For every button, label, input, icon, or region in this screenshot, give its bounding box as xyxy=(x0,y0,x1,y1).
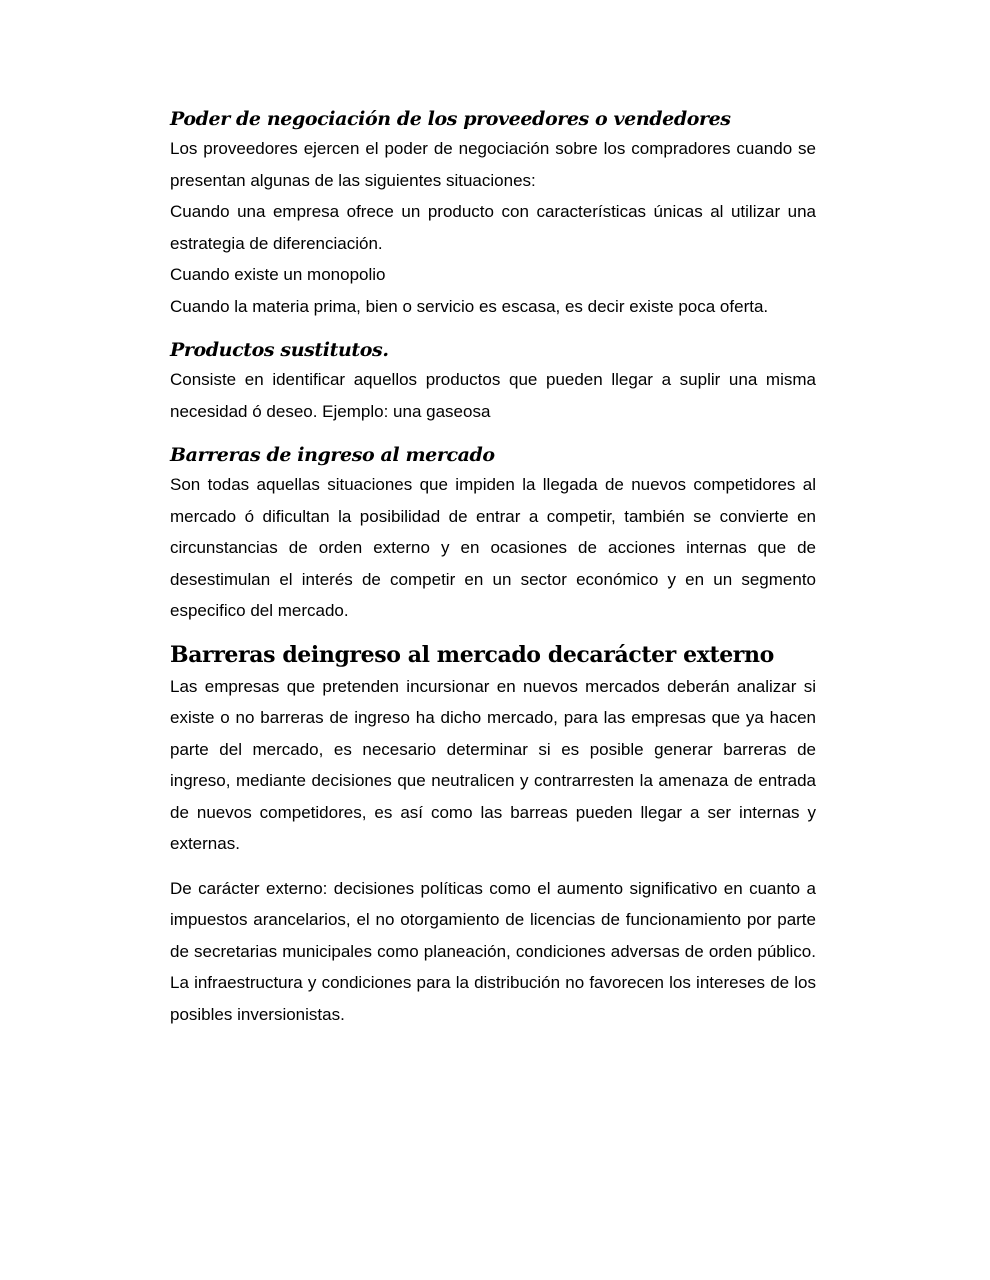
paragraph: Los proveedores ejercen el poder de negociación sobre los compradores cuando se presentan algunas de las siguientes situaciones: xyxy=(170,139,816,190)
section-heading-proveedores: Poder de negociación de los proveedores o vendedores xyxy=(170,108,731,130)
document-page xyxy=(170,105,816,1030)
paragraph: Son todas aquellas situaciones que impiden la llegada de nuevos competidores al mercado ó dificultan la posibilidad de entrar a competir, también se convierte en circunstancias de orden externo y en ocasiones de acciones internas que de desestimulan el interés de competir en un sector económico y en un segmento especifico del mercado. xyxy=(170,475,816,620)
section-heading-sustitutos: Productos sustitutos. xyxy=(170,339,389,361)
paragraph: Consiste en identificar aquellos productos que pueden llegar a suplir una misma necesidad ó deseo. Ejemplo: una gaseosa xyxy=(170,370,816,421)
paragraph: De carácter externo: decisiones políticas como el aumento significativo en cuanto a impuestos arancelarios, el no otorgamiento de licencias de funcionamiento por parte de secretarias municipales como planeación, condiciones adversas de orden público. La infraestructura y condiciones para la distribución no favorecen los intereses de los posibles inversionistas. xyxy=(170,878,816,1024)
section-heading-barreras: Barreras de ingreso al mercado xyxy=(170,444,495,466)
paragraph: Las empresas que pretenden incursionar en nuevos mercados deberán analizar si existe o no barreras de ingreso ha dicho mercado, para las empresas que ya hacen parte del mercado, es necesario determinar si es posible generar barreras de ingreso, mediante decisiones que neutralicen y contrarresten la amenaza de entrada de nuevos competidores, es así como las barreas pueden llegar a ser internas y externas. xyxy=(170,676,816,853)
section-heading-barreras-externo: Barreras deingreso al mercado decarácter externo xyxy=(170,641,774,668)
paragraph: Cuando existe un monopolio xyxy=(170,265,386,284)
paragraph: Cuando una empresa ofrece un producto con características únicas al utilizar una estrategia de diferenciación. xyxy=(170,202,816,253)
paragraph: Cuando la materia prima, bien o servicio es escasa, es decir existe poca oferta. xyxy=(170,296,769,316)
